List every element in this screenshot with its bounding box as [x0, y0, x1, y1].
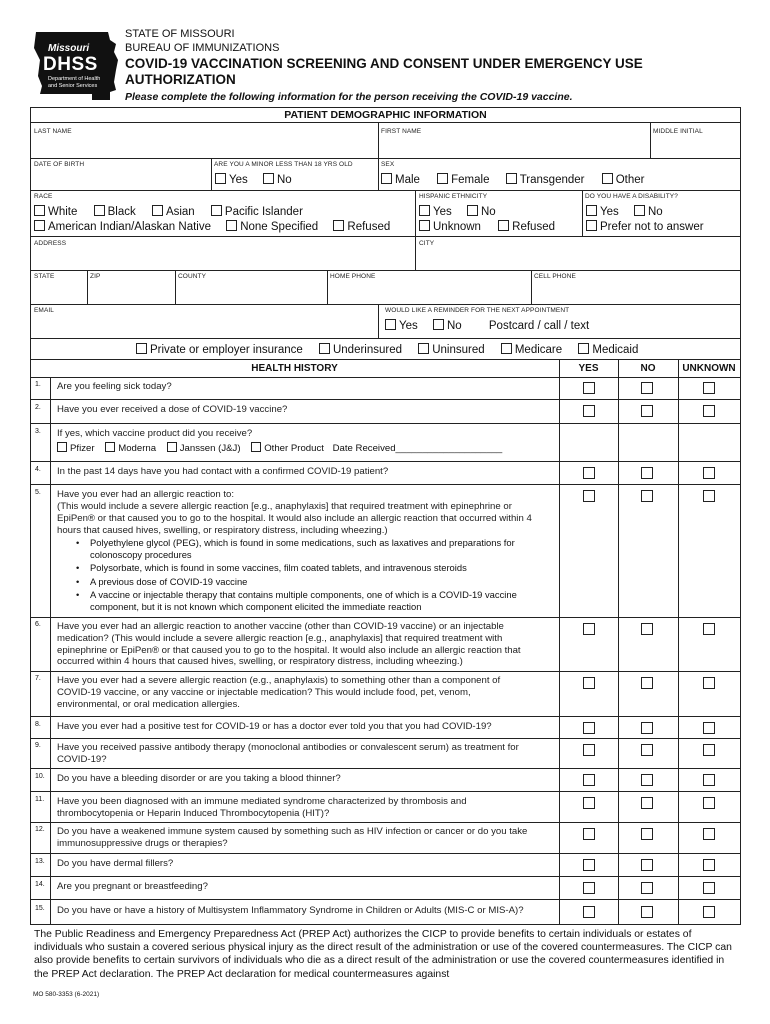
hispanic-yes-label: Yes	[433, 206, 452, 218]
q1-no-checkbox[interactable]	[641, 382, 653, 394]
race-white-checkbox[interactable]	[34, 205, 45, 216]
q5-bullet-peg: • Polyethylene glycol (PEG), which is found in some medications, such as laxatives and preparations for colonoscopy procedures	[57, 537, 555, 560]
county-input[interactable]	[177, 284, 325, 302]
q11-unknown-checkbox[interactable]	[703, 797, 715, 809]
demographics-section-title: PATIENT DEMOGRAPHIC INFORMATION	[284, 109, 487, 121]
race-asian-label: Asian	[165, 206, 195, 218]
dob-label: DATE OF BIRTH	[34, 161, 85, 168]
insurance-medicare-checkbox[interactable]	[501, 343, 512, 354]
q14-unknown-checkbox[interactable]	[703, 882, 715, 894]
minor-no-checkbox[interactable]	[263, 173, 274, 184]
q8-text: Have you ever had a positive test for COVID-19 or has a doctor ever told you that you had COVID-19?	[57, 721, 492, 732]
county-label: COUNTY	[178, 273, 207, 280]
reminder-no-label: No	[446, 320, 462, 332]
q4-no-checkbox[interactable]	[641, 467, 653, 479]
address-label: ADDRESS	[34, 240, 67, 247]
disability-no-checkbox[interactable]	[634, 205, 645, 216]
hispanic-refused-checkbox[interactable]	[498, 220, 509, 231]
home-phone-input[interactable]	[329, 284, 529, 302]
zip-input[interactable]	[89, 284, 173, 302]
q7-yes-checkbox[interactable]	[583, 677, 595, 689]
q12-text: Do you have a weakened immune system caused by something such as HIV infection or cancer or do you take immunosuppressive drugs or therapies?	[57, 826, 528, 849]
q3-pfizer-checkbox[interactable]	[57, 442, 67, 452]
q6-number: 6.	[35, 621, 41, 628]
q1-text: Are you feeling sick today?	[57, 381, 172, 392]
logo-missouri-text: Missouri	[48, 43, 90, 54]
q12-no-checkbox[interactable]	[641, 828, 653, 840]
q6-yes-checkbox[interactable]	[583, 623, 595, 635]
first-name-label: FIRST NAME	[381, 128, 422, 135]
q4-number: 4.	[35, 466, 41, 473]
reminder-no-checkbox[interactable]	[433, 319, 444, 330]
hispanic-no-label: No	[480, 206, 496, 218]
city-input[interactable]	[417, 250, 738, 268]
q12-unknown-checkbox[interactable]	[703, 828, 715, 840]
form-title-line1: COVID-19 VACCINATION SCREENING AND CONSENT UNDER EMERGENCY USE	[125, 56, 643, 71]
insurance-medicare-label: Medicare	[514, 344, 563, 356]
race-label: RACE	[34, 193, 53, 200]
reminder-yes-checkbox[interactable]	[385, 319, 396, 330]
q3-date-received: Date Received____________________	[332, 443, 503, 454]
home-phone-label: HOME PHONE	[330, 273, 376, 280]
race-pacific-checkbox[interactable]	[211, 205, 222, 216]
form-title-line2: AUTHORIZATION	[125, 72, 236, 87]
q9-yes-checkbox[interactable]	[583, 744, 595, 756]
race-refused-label: Refused	[347, 221, 391, 233]
race-none-label: None Specified	[240, 221, 319, 233]
q6-no-checkbox[interactable]	[641, 623, 653, 635]
reminder-label: WOULD LIKE A REMINDER FOR THE NEXT APPOINTMENT	[385, 307, 570, 314]
sex-female-label: Female	[451, 174, 490, 186]
q2-text: Have you ever received a dose of COVID-19 vaccine?	[57, 404, 288, 415]
logo-dhss-text: DHSS	[43, 54, 98, 75]
q3-text: If yes, which vaccine product did you receive?	[57, 428, 253, 439]
q14-yes-checkbox[interactable]	[583, 882, 595, 894]
disability-yes-label: Yes	[600, 206, 619, 218]
disability-yes-checkbox[interactable]	[586, 205, 597, 216]
hispanic-no-checkbox[interactable]	[467, 205, 478, 216]
minor-question-label: ARE YOU A MINOR LESS THAN 18 YRS OLD	[214, 161, 353, 168]
q7-unknown-checkbox[interactable]	[703, 677, 715, 689]
col-no-header: NO	[640, 363, 656, 374]
hispanic-yes-checkbox[interactable]	[419, 205, 430, 216]
q3-number: 3.	[35, 428, 41, 435]
reminder-yes-label: Yes	[399, 320, 418, 332]
logo-sub2: and Senior Services	[48, 83, 98, 89]
q3-other-label: Other Product	[264, 443, 324, 454]
q13-text: Do you have dermal fillers?	[57, 858, 174, 869]
cell-phone-input[interactable]	[533, 284, 738, 302]
hispanic-label: HISPANIC ETHNICITY	[419, 193, 488, 200]
q7-text: Have you ever had a severe allergic reaction (e.g., anaphylaxis) to something other than a component of COVID-19 vaccine, or any vaccine or injectable medication? This would include food, pet, venom, environmental, or oral medication allergies.	[57, 675, 501, 710]
q4-yes-checkbox[interactable]	[583, 467, 595, 479]
disability-prefer-checkbox[interactable]	[586, 220, 597, 231]
race-asian-checkbox[interactable]	[152, 205, 163, 216]
q13-unknown-checkbox[interactable]	[703, 859, 715, 871]
sex-other-label: Other	[615, 174, 645, 186]
insurance-private-label: Private or employer insurance	[150, 344, 303, 356]
q3-pfizer-label: Pfizer	[70, 443, 95, 454]
middle-initial-label: MIDDLE INITIAL	[653, 128, 703, 135]
insurance-uninsured-label: Uninsured	[432, 344, 485, 356]
race-native-checkbox[interactable]	[34, 220, 45, 231]
q5-bullet-multi-component: • A vaccine or injectable therapy that contains multiple components, one of which is a COVID-19 vaccine component, but it is not known which component elicited the immediate reaction	[57, 589, 555, 612]
insurance-medicaid-checkbox[interactable]	[578, 343, 589, 354]
q1-yes-checkbox[interactable]	[583, 382, 595, 394]
q5-unknown-checkbox[interactable]	[703, 490, 715, 502]
race-refused-checkbox[interactable]	[333, 220, 344, 231]
zip-label: ZIP	[90, 273, 101, 280]
q13-number: 13.	[35, 858, 45, 865]
q15-number: 15.	[35, 905, 45, 912]
minor-yes-checkbox[interactable]	[215, 173, 226, 184]
bureau-label: BUREAU OF IMMUNIZATIONS	[125, 42, 280, 54]
q10-yes-checkbox[interactable]	[583, 774, 595, 786]
q8-yes-checkbox[interactable]	[583, 722, 595, 734]
first-name-input[interactable]	[380, 138, 648, 156]
q5-bullet-polysorbate: • Polysorbate, which is found in some vaccines, film coated tablets, and intravenous steroids	[57, 562, 555, 574]
city-label: CITY	[419, 240, 435, 247]
q1-unknown-checkbox[interactable]	[703, 382, 715, 394]
disability-no-label: No	[647, 206, 663, 218]
dob-input[interactable]	[32, 172, 208, 188]
q5-text-intro: Have you ever had an allergic reaction to:	[57, 489, 235, 500]
q2-yes-checkbox[interactable]	[583, 405, 595, 417]
q3-moderna-checkbox[interactable]	[105, 442, 115, 452]
race-none-checkbox[interactable]	[226, 220, 237, 231]
address-input[interactable]	[32, 250, 412, 268]
sex-other-checkbox[interactable]	[602, 173, 613, 184]
sex-male-checkbox[interactable]	[381, 173, 392, 184]
race-black-checkbox[interactable]	[94, 205, 105, 216]
insurance-under-checkbox[interactable]	[319, 343, 330, 354]
q5-number: 5.	[35, 489, 41, 496]
cell-phone-label: CELL PHONE	[534, 273, 576, 280]
q10-no-checkbox[interactable]	[641, 774, 653, 786]
q2-unknown-checkbox[interactable]	[703, 405, 715, 417]
q11-no-checkbox[interactable]	[641, 797, 653, 809]
q8-no-checkbox[interactable]	[641, 722, 653, 734]
state-field-label: STATE	[34, 273, 55, 280]
insurance-uninsured-checkbox[interactable]	[418, 343, 429, 354]
q10-number: 10.	[35, 773, 45, 780]
q2-number: 2.	[35, 404, 41, 411]
q4-unknown-checkbox[interactable]	[703, 467, 715, 479]
email-label: EMAIL	[34, 307, 55, 314]
q4-text: In the past 14 days have you had contact with a confirmed COVID-19 patient?	[57, 466, 389, 477]
state-input[interactable]	[32, 284, 84, 302]
q5-bullet-previous-dose: • A previous dose of COVID-19 vaccine	[57, 576, 555, 588]
disability-label: DO YOU HAVE A DISABILITY?	[585, 193, 678, 200]
disability-prefer-label: Prefer not to answer	[600, 221, 704, 233]
sex-female-checkbox[interactable]	[437, 173, 448, 184]
q10-text: Do you have a bleeding disorder or are you taking a blood thinner?	[57, 773, 341, 784]
prep-act-paragraph: The Public Readiness and Emergency Preparedness Act (PREP Act) authorizes the CICP to provide benefits to certain individuals or estates of individuals who sustain a covered serious physical injury as the direct result of the administration or use of the covered countermeasures. The CICP can also provide benefits to certain survivors of individuals who die as a direct result of the administration or use the covered countermeasures identified in the PREP Act declaration. The PREP Act declaration for medical countermeasures against	[34, 929, 732, 980]
q13-yes-checkbox[interactable]	[583, 859, 595, 871]
q5-bullet-list	[57, 537, 555, 614]
q5-no-checkbox[interactable]	[641, 490, 653, 502]
q3-moderna-label: Moderna	[118, 443, 157, 454]
minor-no-label: No	[276, 174, 292, 186]
insurance-under-label: Underinsured	[332, 344, 403, 356]
hispanic-unknown-checkbox[interactable]	[419, 220, 430, 231]
middle-initial-input[interactable]	[652, 138, 738, 156]
race-native-label: American Indian/Alaskan Native	[48, 221, 211, 233]
q5-text-detail: (This would include a severe allergic reaction [e.g., anaphylaxis] that required treatment with epinephrine or EpiPen® or that caused you to go to the hospital. It would also include an allergic reaction that occurred within 4 hours that caused hives, swelling, or respiratory distress, including wheezing.)	[57, 501, 532, 536]
q15-yes-checkbox[interactable]	[583, 906, 595, 918]
q9-unknown-checkbox[interactable]	[703, 744, 715, 756]
q11-yes-checkbox[interactable]	[583, 797, 595, 809]
q7-no-checkbox[interactable]	[641, 677, 653, 689]
q8-number: 8.	[35, 721, 41, 728]
q10-unknown-checkbox[interactable]	[703, 774, 715, 786]
q14-number: 14.	[35, 881, 45, 888]
q11-number: 11.	[35, 796, 45, 803]
q8-unknown-checkbox[interactable]	[703, 722, 715, 734]
q1-number: 1.	[35, 381, 41, 388]
sex-transgender-label: Transgender	[519, 174, 585, 186]
last-name-label: LAST NAME	[34, 128, 72, 135]
race-pacific-label: Pacific Islander	[224, 206, 303, 218]
instruction-text: Please complete the following information for the person receiving the COVID-19 vaccine.	[125, 91, 573, 103]
sex-label: SEX	[381, 161, 395, 168]
q13-no-checkbox[interactable]	[641, 859, 653, 871]
col-unknown-header: UNKNOWN	[682, 363, 736, 374]
q7-number: 7.	[35, 675, 41, 682]
race-white-label: White	[48, 206, 78, 218]
q6-text: Have you ever had an allergic reaction to another vaccine (other than COVID-19 vaccine) or an injectable medication? (This would include a severe allergic reaction [e.g., anaphylaxis] that required treatment with epinephrine or EpiPen® or that caused you to go to the hospital. It would also include an allergic reaction that occurred within 4 hours that caused hives, swelling, or respiratory distress, including wheezing.)	[57, 621, 521, 668]
q15-no-checkbox[interactable]	[641, 906, 653, 918]
reminder-method-label: Postcard / call / text	[488, 320, 590, 332]
q9-text: Have you received passive antibody therapy (monoclonal antibodies or convalescent serum) as treatment for COVID-19?	[57, 742, 519, 765]
logo-sub1: Department of Health	[48, 76, 101, 82]
q3-other-checkbox[interactable]	[251, 442, 261, 452]
hispanic-refused-label: Refused	[512, 221, 555, 233]
q9-no-checkbox[interactable]	[641, 744, 653, 756]
q15-unknown-checkbox[interactable]	[703, 906, 715, 918]
q12-number: 12.	[35, 826, 45, 833]
state-label: STATE OF MISSOURI	[125, 28, 235, 40]
health-history-title: HEALTH HISTORY	[251, 363, 338, 374]
q2-no-checkbox[interactable]	[641, 405, 653, 417]
q9-number: 9.	[35, 742, 41, 749]
q14-text: Are you pregnant or breastfeeding?	[57, 881, 208, 892]
dhss-logo	[30, 30, 120, 102]
minor-yes-label: Yes	[229, 174, 248, 186]
email-input[interactable]	[32, 318, 376, 336]
q14-no-checkbox[interactable]	[641, 882, 653, 894]
q15-text: Do you have or have a history of Multisystem Inflammatory Syndrome in Children or Adults (MIS-C or MIS-A)?	[57, 905, 524, 916]
q3-janssen-label: Janssen (J&J)	[179, 443, 241, 454]
q3-janssen-checkbox[interactable]	[167, 442, 177, 452]
insurance-private-checkbox[interactable]	[136, 343, 147, 354]
hispanic-unknown-label: Unknown	[433, 221, 481, 233]
q11-text: Have you been diagnosed with an immune mediated syndrome characterized by thrombosis and thrombocytopenia or Heparin Induced Thrombocytopenia (HIT)?	[57, 796, 467, 819]
insurance-medicaid-label: Medicaid	[592, 344, 639, 356]
q12-yes-checkbox[interactable]	[583, 828, 595, 840]
last-name-input[interactable]	[32, 138, 376, 156]
sex-transgender-checkbox[interactable]	[506, 173, 517, 184]
form-id: MO 580-3353 (6-2021)	[33, 991, 100, 998]
col-yes-header: YES	[578, 363, 599, 374]
q6-unknown-checkbox[interactable]	[703, 623, 715, 635]
race-black-label: Black	[107, 206, 136, 218]
sex-male-label: Male	[395, 174, 420, 186]
q5-yes-checkbox[interactable]	[583, 490, 595, 502]
